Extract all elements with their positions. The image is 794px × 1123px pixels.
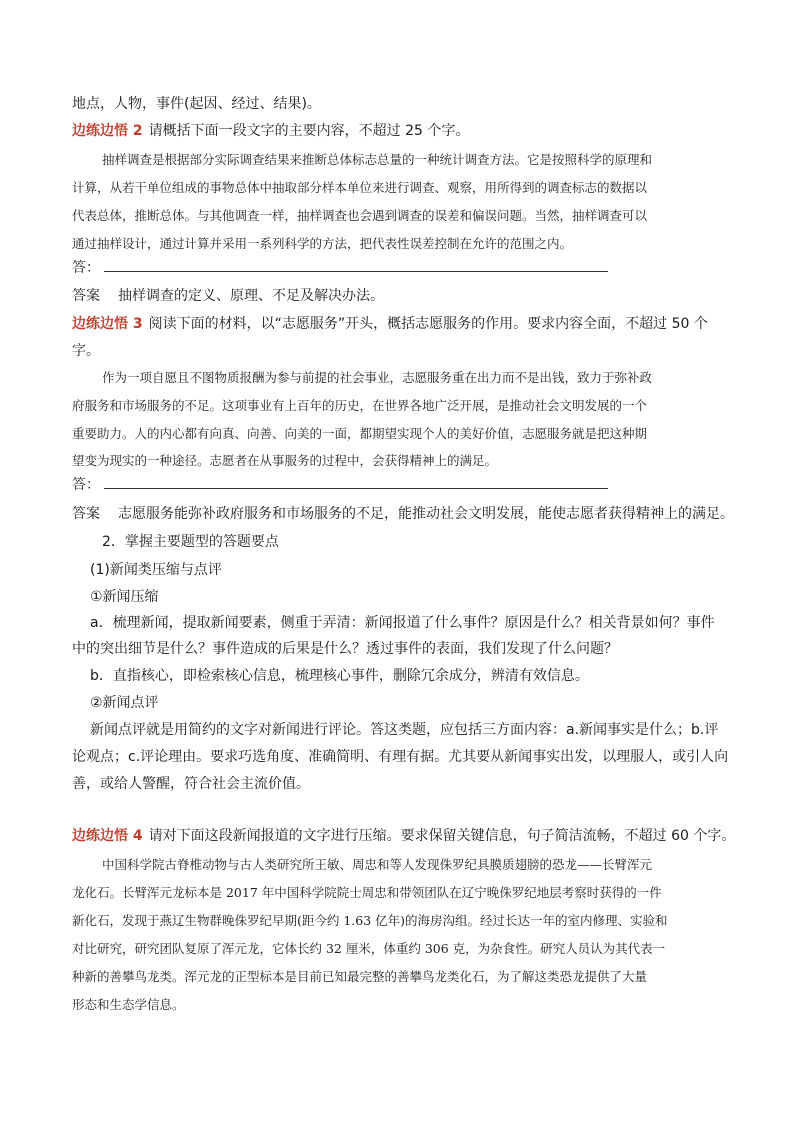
text-line: 字。 xyxy=(72,343,100,359)
passage-line: 对比研究，研究团队复原了浑元龙，它体长约 32 厘米，体重约 306 克，为杂食性。研究人员认为其代表一 xyxy=(72,941,666,956)
passage-line: 中国科学院古脊椎动物与古人类研究所王敏、周忠和等人发现侏罗纪具膜质翅膀的恐龙——长臂浑元 xyxy=(102,857,653,872)
exercise-3-answer xyxy=(72,505,734,523)
subsection-heading: ①新闻压缩 xyxy=(90,589,159,605)
passage-line: 通过抽样设计，通过计算并采用一系列科学的方法，把代表性误差控制在允许的范围之内。 xyxy=(72,236,573,251)
passage-line: 抽样调查是根据部分实际调查结果来推断总体标志总量的一种统计调查方法。它是按照科学的原理和 xyxy=(102,152,653,167)
text-line: 论观点；c.评论理由。要求巧选角度、准确简明、有理有据。尤其要从新闻事实出发，以理服人，或引人向 xyxy=(72,749,729,765)
answer-prompt: 答： xyxy=(72,260,100,276)
answer-blank xyxy=(72,476,608,494)
exercise-tag: 边练边悟 2 xyxy=(72,123,143,139)
subsection-heading: ②新闻点评 xyxy=(90,695,159,711)
text-line: a．梳理新闻，提取新闻要素，侧重于弄清：新闻报道了什么事件？原因是什么？相关背景如何？事件 xyxy=(90,615,715,631)
exercise-tag: 边练边悟 3 xyxy=(72,316,143,332)
question-text: 请概括下面一段文字的主要内容，不超过 25 个字。 xyxy=(148,123,470,139)
text-line: 善，或给人警醒，符合社会主流价值。 xyxy=(72,776,310,792)
exercise-3-question xyxy=(72,315,708,333)
answer-text: 抽样调查的定义、原理、不足及解决办法。 xyxy=(118,288,384,304)
answer-label: 答案 xyxy=(72,506,100,522)
exercise-4-question xyxy=(72,827,735,845)
answer-label: 答案 xyxy=(72,288,100,304)
passage-line: 新化石，发现于燕辽生物群晚侏罗纪早期(距今约 1.63 亿年)的海房沟组。经过长达一年的室内修理、实验和 xyxy=(72,913,668,928)
passage-line: 望变为现实的一种途径。志愿者在从事服务的过程中，会获得精神上的满足。 xyxy=(72,453,498,468)
exercise-2-question xyxy=(72,122,469,140)
passage-line: 形态和生态学信息。 xyxy=(72,997,185,1012)
text-line: b．直指核心，即检索核心信息，梳理核心事件，删除冗余成分，辨清有效信息。 xyxy=(90,668,589,684)
answer-text: 志愿服务能弥补政府服务和市场服务的不足，能推动社会文明发展，能使志愿者获得精神上的满足。 xyxy=(118,506,734,522)
answer-underline xyxy=(104,476,608,489)
question-text: 阅读下面的材料，以“志愿服务”开头，概括志愿服务的作用。要求内容全面，不超过 50 个 xyxy=(148,316,708,332)
passage-line: 作为一项自愿且不图物质报酬为参与前提的社会事业，志愿服务重在出力而不是出钱，致力于弥补政 xyxy=(102,370,653,385)
text-line: 中的突出细节是什么？事件造成的后果是什么？透过事件的表面，我们发现了什么问题？ xyxy=(72,641,618,657)
passage-line: 代表总体，推断总体。与其他调查一样，抽样调查也会遇到调查的误差和偏误问题。当然，抽样调查可以 xyxy=(72,208,648,223)
text-line: 新闻点评就是用简约的文字对新闻进行评论。答这类题，应包括三方面内容：a.新闻事实是什么；b.评 xyxy=(90,722,719,738)
answer-blank xyxy=(72,259,608,277)
exercise-tag: 边练边悟 4 xyxy=(72,828,143,844)
passage-line: 府服务和市场服务的不足。这项事业有上百年的历史，在世界各地广泛开展，是推动社会文明发展的一个 xyxy=(72,398,648,413)
question-text: 请对下面这段新闻报道的文字进行压缩。要求保留关键信息，句子简洁流畅，不超过 60 个字。 xyxy=(148,828,736,844)
passage-line: 种新的善攀鸟龙类。浑元龙的正型标本是目前已知最完整的善攀鸟龙类化石，为了解这类恐龙提供了大量 xyxy=(72,969,648,984)
exercise-2-answer xyxy=(72,287,384,305)
answer-prompt: 答： xyxy=(72,477,100,493)
passage-line: 计算，从若干单位组成的事物总体中抽取部分样本单位来进行调查、观察，用所得到的调查标志的数据以 xyxy=(72,180,648,195)
text-line: 地点，人物，事件(起因、经过、结果)。 xyxy=(72,96,321,112)
answer-underline xyxy=(104,259,608,272)
passage-line: 龙化石。长臂浑元龙标本是 2017 年中国科学院院士周忠和带领团队在辽宁晚侏罗纪地层考察时获得的一件 xyxy=(72,885,662,900)
subsection-heading: (1)新闻类压缩与点评 xyxy=(90,562,222,578)
section-heading: 2．掌握主要题型的答题要点 xyxy=(102,534,279,550)
passage-line: 重要助力。人的内心都有向真、向善、向美的一面，都期望实现个人的美好价值，志愿服务就是把这种期 xyxy=(72,426,648,441)
